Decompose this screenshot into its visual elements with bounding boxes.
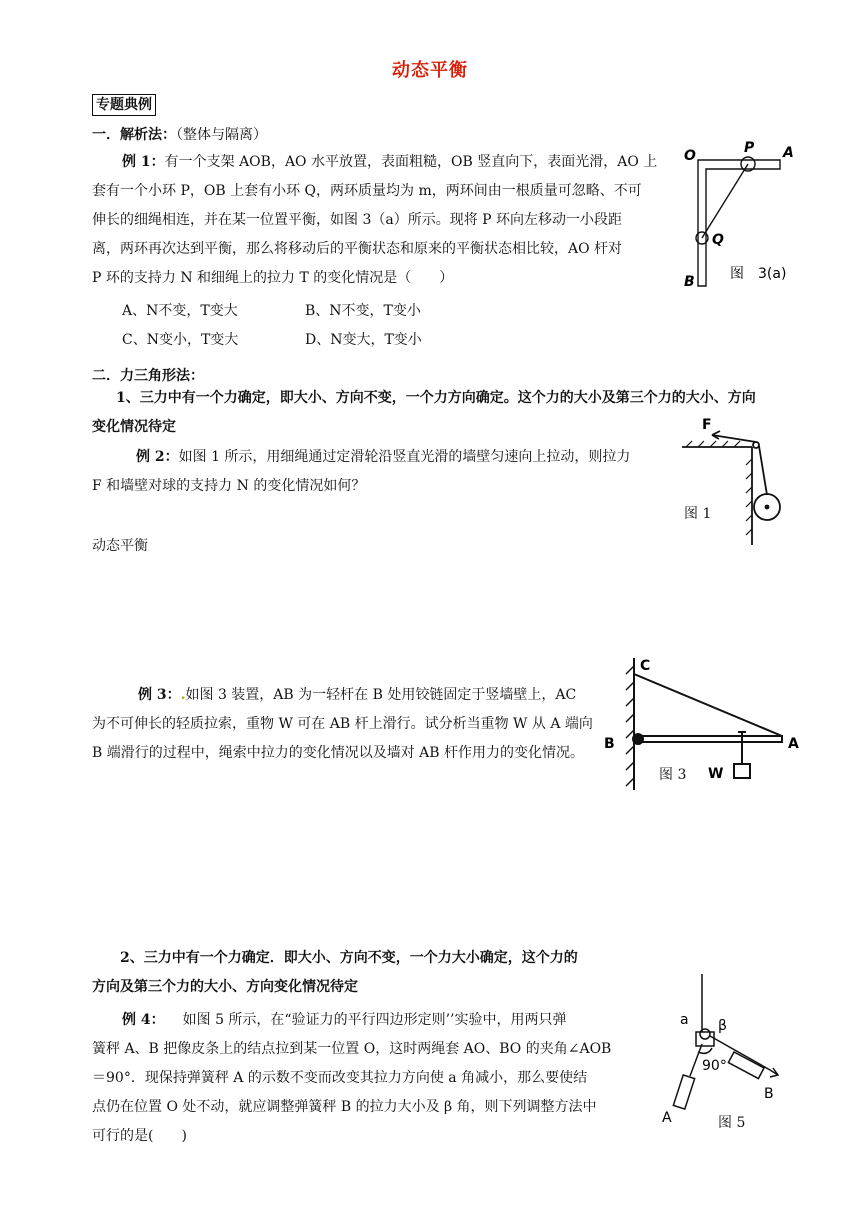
label-q: Q — [712, 232, 724, 248]
hinge-b — [633, 734, 643, 744]
example1: 例 1：有一个支架 AOB，AO 水平放置，表面粗糙，OB 竖直向下，表面光滑，AO 上 套有一个小环 P，OB 上套有小环 Q，两环质量均为 m，两环间由一根质量可忽略、不可 伸长的细绳相连，并在某一位置平衡，如图 3（a）所示。现将 P 环向左移动一小段距 离，两环再次达到平衡，那么将移动后的平衡状态和原来的平衡状态相比较，AO 杆对 P 环的支持力 N 和细绳上的拉力 T 的变化情况是（ ） — [92, 154, 658, 286]
label-a: A — [662, 1110, 672, 1126]
figure-3a — [670, 138, 820, 298]
option-c: C、N变小，T变大 — [122, 332, 239, 348]
figure-3 — [598, 652, 818, 797]
label-o: O — [684, 148, 696, 164]
topic-label: 专题典例 — [92, 94, 156, 116]
label-p: P — [744, 140, 755, 156]
label-a: A — [788, 736, 799, 752]
label-b: B — [604, 736, 615, 752]
cable-ac — [634, 674, 782, 736]
rod-ab — [636, 736, 782, 742]
wall-hatch — [626, 666, 634, 786]
label-f: F — [702, 417, 712, 433]
label-w: W — [708, 766, 724, 782]
section2-heading: 二．力三角形法： — [92, 368, 204, 384]
label-90deg: 90° — [702, 1058, 727, 1074]
label-c: C — [640, 658, 651, 674]
option-b: B、N不变，T变小 — [305, 303, 421, 319]
label-b-tip: B — [764, 1086, 774, 1102]
option-d: D、N变大，T变小 — [305, 332, 422, 348]
wall-hatch — [746, 459, 752, 535]
fig-5-caption: 图 5 — [718, 1115, 746, 1131]
rope — [702, 164, 748, 238]
fig-3-caption: 图 3 — [659, 767, 687, 783]
example2: 例 2：如图 1 所示，用细绳通过定滑轮沿竖直光滑的墙壁匀速向上拉动，则拉力 F 和墙壁对球的支持力 N 的变化情况如何？ — [92, 449, 631, 494]
example3: 例 3：.如图 3 装置，AB 为一轻杆在 B 处用铰链固定于竖墙壁上，AC 为不可伸长的轻质拉索，重物 W 可在 AB 杆上滑行。试分析当重物 W 从 A 端向 B 端滑行的过程中，绳索中拉力的变化情况以及墙对 AB 杆作用力的变化情况。 — [92, 687, 593, 761]
label-beta: β — [718, 1018, 727, 1034]
option-a: A、N不变，T变大 — [122, 303, 238, 319]
example4: 例 4： 如图 5 所示，在“验证力的平行四边形定则’’实验中，用两只弹 簧秤 A、B 把像皮条上的结点拉到某一位置 O，这时两绳套 AO、BO 的夹角∠AOB ＝90°．现保持弹簧秤 A 的示数不变而改变其拉力方向使 a 角减小，那么要使结 点仍在位置 O 处不动，就应调整弹簧秤 B 的拉力大小及 β 角，则下列调整方法中 可行的是( ) — [92, 1012, 612, 1144]
figure-5 — [650, 972, 800, 1132]
section1-heading: 一．解析法：（整体与隔离） — [92, 127, 267, 143]
knot-o — [700, 1029, 710, 1039]
rope-vertical — [759, 446, 767, 495]
spring-balance-a — [673, 1075, 694, 1109]
rope-ao — [690, 1044, 702, 1076]
weight-w — [734, 764, 750, 778]
label-a-angle: a — [680, 1012, 689, 1028]
subsection1: 1、三力中有一个力确定，即大小、方向不变，一个力方向确定。这个力的大小及第三个力的大小、方向 变化情况待定 — [92, 390, 756, 435]
fig-1-caption: 图 1 — [684, 506, 712, 522]
figure-1 — [672, 415, 792, 555]
subsection2: 2、三力中有一个力确定．即大小、方向不变，一个力大小确定，这个力的 方向及第三个力的大小、方向变化情况待定 — [92, 950, 578, 995]
stray-text: 动态平衡 — [92, 538, 148, 554]
fig-3a-caption: 图 3(a) — [730, 266, 787, 282]
page-title: 动态平衡 — [392, 60, 468, 81]
label-b: B — [684, 274, 695, 290]
label-a: A — [783, 145, 794, 161]
pulley — [753, 442, 759, 448]
